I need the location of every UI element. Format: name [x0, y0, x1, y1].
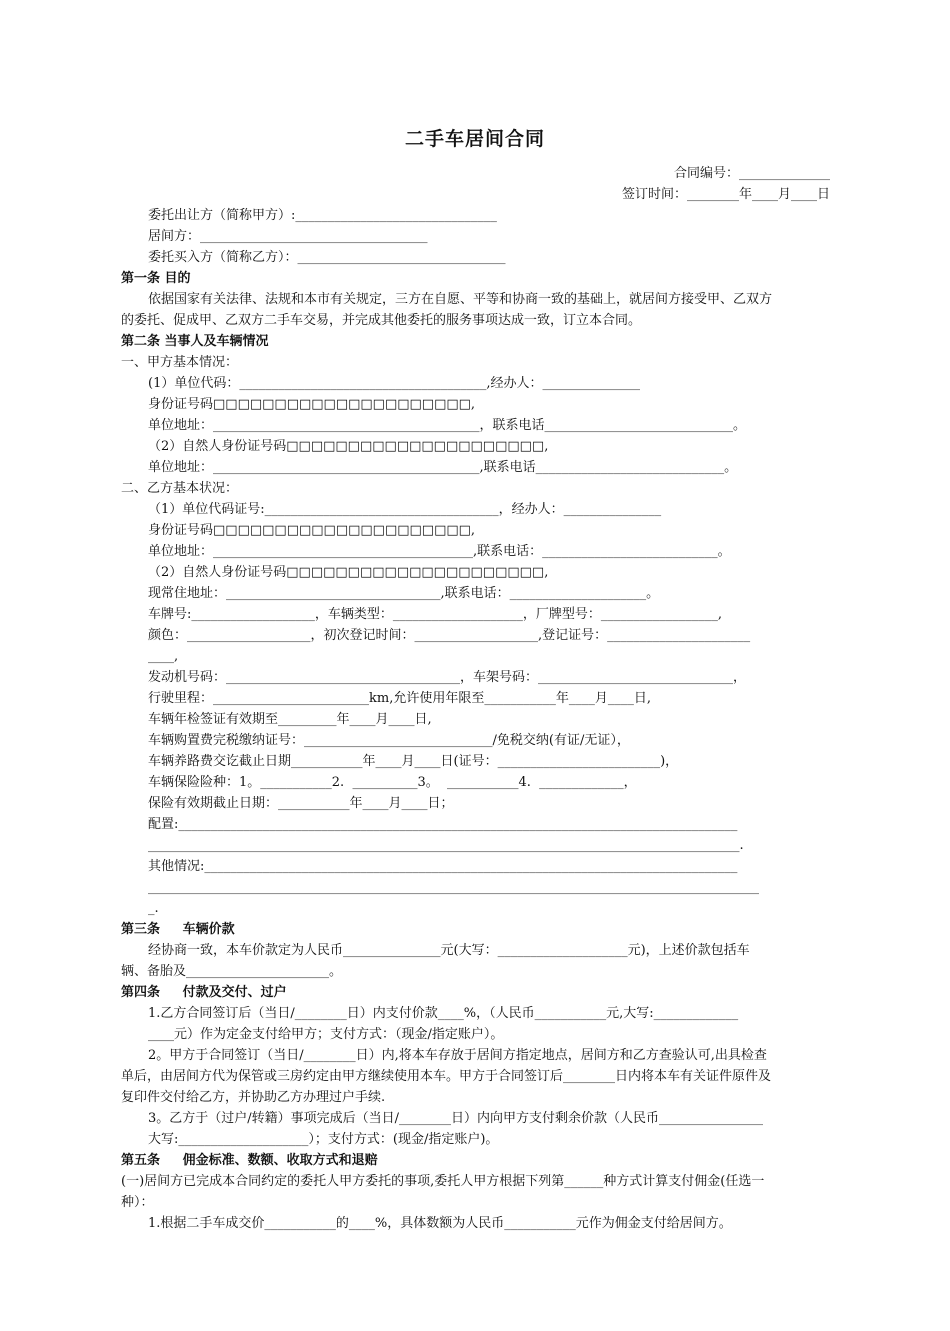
vehicle-other-info: 其他情况:__________________________________________________________________________________: [148, 859, 738, 874]
party-a-id-number: 身份证号码□□□□□□□□□□□□□□□□□□□□□,: [148, 397, 476, 412]
party-b-line: 委托买入方（简称乙方）：________________________________: [148, 250, 506, 265]
party-a-info-title: 一、甲方基本情况：: [121, 355, 239, 370]
vehicle-other-info-cont: ______________________________________________________________________________________________: [148, 880, 759, 895]
vehicle-configuration: 配置:______________________________________________________________________________________: [148, 817, 738, 832]
party-b-residence: 现常住地址：_________________________________,联系电话：_____________________。: [148, 586, 660, 601]
article-4-item-2: 2。甲方于合同签订（当日/________日）内,将本车存放于居间方指定地点，居间方和乙方查验认可,出具检查: [148, 1048, 767, 1063]
party-b-person-id: （2）自然人身份证号码□□□□□□□□□□□□□□□□□□□□□,: [148, 565, 549, 580]
article-5-clause-1-cont: 种）：: [121, 1195, 154, 1210]
article-4-item-3-cont: 大写:____________________）；支付方式：(现金/指定账户)。: [148, 1132, 499, 1147]
article-3-text-cont: 辆、备胎及______________________。: [121, 964, 343, 979]
vehicle-purchase-tax: 车辆购置费完税缴纳证号：_____________________________/免税交纳(有证/无证），: [148, 733, 630, 748]
article-4-item-2-end: 复印件交付给乙方，并协助乙方办理过户手续.: [121, 1090, 386, 1105]
intermediary-line: 居间方：___________________________________: [148, 229, 428, 244]
article-1-heading: 第一条 目的: [121, 271, 191, 286]
article-3-text: 经协商一致，本车价款定为人民币_______________元(大写：____________________元)，上述价款包括车: [148, 943, 750, 958]
article-5-method-1: 1.根据二手车成交价___________的____%，具体数额为人民币___________元作为佣金支付给居间方。: [148, 1216, 732, 1231]
vehicle-plate-type: 车牌号:___________________，车辆类型：____________________，厂牌型号：__________________,: [148, 607, 723, 622]
party-b-unit-code: （1）单位代码证号:____________________________________，经办人：_______________: [148, 502, 662, 517]
party-a-unit-code: (1）单位代码：______________________________________,经办人：_______________: [148, 376, 640, 391]
article-4-item-1-cont: ____元）作为定金支付给甲方；支付方式：（现金/指定账户）。: [148, 1027, 504, 1042]
article-5-clause-1: (一)居间方已完成本合同约定的委托人甲方委托的事项,委托人甲方根据下列第______种方式计算支付佣金(任选一: [121, 1174, 765, 1189]
contract-number-line: 合同编号：______________: [673, 166, 830, 181]
article-1-text-cont: 的委托、促成甲、乙双方二手车交易，并完成其他委托的服务事项达成一致，订立本合同。: [121, 313, 642, 328]
party-a-address: 单位地址：_________________________________________，联系电话_____________________________。: [148, 418, 747, 433]
vehicle-inspection: 车辆年检签证有效期至_________年____月____日,: [148, 712, 432, 727]
vehicle-road-fee: 车辆养路费交讫截止日期___________年____月____日(证号：_________________________)，: [148, 754, 679, 769]
article-4-item-2-cont: 单后，由居间方代为保管或三房约定由甲方继续使用本车。甲方于合同签订后________日内将本车有关证件原件及: [121, 1069, 772, 1084]
article-1-text: 依据国家有关法律、法规和本市有关规定，三方在自愿、平等和协商一致的基础上，就居间方接受甲、乙双方: [148, 292, 773, 307]
vehicle-insurance-types: 车辆保险险种：1。___________2. __________3。 ___________4. _____________，: [148, 775, 637, 790]
sign-date-line: 签订时间：________年____月____日: [621, 187, 830, 202]
document-title: 二手车居间合同: [404, 128, 545, 150]
vehicle-mileage: 行驶里程：________________________km,允许使用年限至___________年____月____日,: [148, 691, 651, 706]
party-a-person-id: （2）自然人身份证号码□□□□□□□□□□□□□□□□□□□□□,: [148, 439, 549, 454]
article-3-heading: 第三条 车辆价款: [121, 922, 235, 937]
vehicle-color-registration: 颜色：___________________，初次登记时间：___________________,登记证号：______________________: [148, 628, 751, 643]
party-b-id-number: 身份证号码□□□□□□□□□□□□□□□□□□□□□,: [148, 523, 476, 538]
vehicle-engine-vin: 发动机号码：____________________________________，车架号码：______________________________，: [148, 670, 747, 685]
vehicle-other-info-end: _.: [148, 901, 159, 916]
article-4-heading: 第四条 付款及交付、过户: [121, 985, 287, 1000]
party-b-info-title: 二、乙方基本状况：: [121, 481, 239, 496]
vehicle-insurance-expiry: 保险有效期截止日期：___________年____月____日；: [148, 796, 454, 811]
article-4-item-1: 1.乙方合同签订后（当日/________日）内支付价款____%，（人民币___________元,大写:_____________: [148, 1006, 739, 1021]
vehicle-color-registration-cont: ____,: [148, 649, 179, 664]
party-a-person-address: 单位地址：_________________________________________,联系电话_____________________________。: [148, 460, 738, 475]
party-a-line: 委托出让方（简称甲方）:_______________________________: [148, 208, 497, 223]
article-2-heading: 第二条 当事人及车辆情况: [121, 334, 269, 349]
article-5-heading: 第五条 佣金标准、数额、收取方式和退赔: [121, 1153, 378, 1168]
vehicle-configuration-cont: ___________________________________________________________________________________________.: [148, 838, 744, 853]
party-b-address: 单位地址：________________________________________,联系电话：___________________________。: [148, 544, 731, 559]
article-4-item-3: 3。乙方于（过户/转籍）事项完成后（当日/________日）内向甲方支付剩余价款（人民币________________: [148, 1111, 764, 1126]
